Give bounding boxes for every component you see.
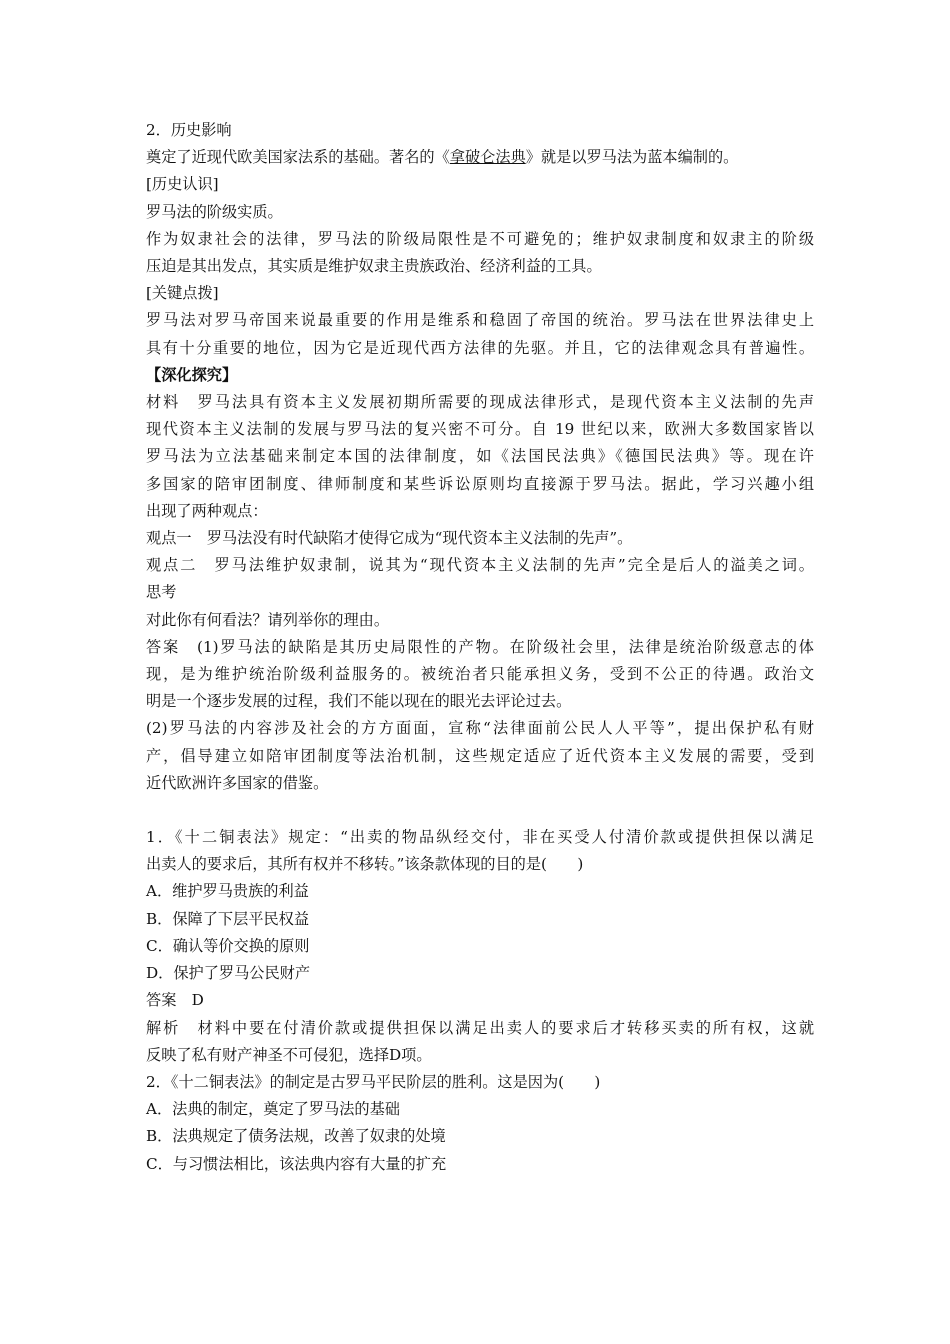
class-nature-title: 罗马法的阶级实质。: [146, 202, 283, 221]
answer-line: (2)罗马法的内容涉及社会的方方面面，宣称“法律面前公民人人平等”，提出保护私有财: [146, 719, 814, 738]
material-line: 材料 罗马法具有资本主义发展初期所需要的现成法律形式，是现代资本主义法制的先声: [146, 393, 814, 412]
answer-line: 产，倡导建立如陪审团制度等法治机制，这些规定适应了近代资本主义发展的需要，受到: [146, 746, 814, 765]
answer-line: 现，是为维护统治阶级利益服务的。被统治者只能承担义务，受到不公正的待遇。政治文: [146, 665, 814, 684]
section-heading-history-influence: 2．历史影响: [146, 121, 232, 139]
question-1-stem: 出卖人的要求后，其所有权并不移转。”该条款体现的目的是( ): [146, 855, 584, 874]
question-2-option-b: B．法典规定了债务法规，改善了奴隶的处境: [146, 1127, 446, 1146]
answer-line: 明是一个逐步发展的过程，我们不能以现在的眼光去评论过去。: [146, 692, 572, 711]
napoleonic-code-link[interactable]: 拿破仑法典: [449, 148, 526, 167]
section-heading-explore: 【深化探究】: [146, 365, 238, 384]
answer-line: 答案 (1)罗马法的缺陷是其历史局限性的产物。在阶级社会里，法律是统治阶级意志的体: [146, 637, 814, 656]
material-line: 多国家的陪审团制度、律师制度和某些诉讼原则均直接源于罗马法。据此，学习兴趣小组: [146, 474, 814, 493]
answer-line: 近代欧洲许多国家的借鉴。: [146, 773, 329, 792]
material-line: 现代资本主义法制的发展与罗马法的复兴密不可分。自 19 世纪以来，欧洲大多数国家皆以: [146, 420, 814, 439]
material-line: 出现了两种观点：: [146, 501, 268, 520]
think-label: 思考: [146, 583, 177, 602]
question-1-option-a: A．维护罗马贵族的利益: [146, 882, 309, 901]
viewpoint-two: 观点二 罗马法维护奴隶制，说其为“现代资本主义法制的先声”完全是后人的溢美之词。: [146, 556, 814, 575]
question-1-stem: 1．《十二铜表法》规定：“出卖的物品纵经交付，非在买受人付清价款或提供担保以满足: [146, 828, 814, 847]
question-2-option-c: C．与习惯法相比，该法典内容有大量的扩充: [146, 1154, 447, 1173]
spacer: [146, 797, 814, 824]
document-page: [146, 117, 814, 1178]
text-line: 罗马法对罗马帝国来说最重要的作用是维系和稳固了帝国的统治。罗马法在世界法律史上: [146, 311, 814, 330]
viewpoint-one: 观点一 罗马法没有时代缺陷才使得它成为“现代资本主义法制的先声”。: [146, 529, 633, 548]
question-1-analysis: 反映了私有财产神圣不可侵犯，选择D项。: [146, 1045, 432, 1064]
question-1-answer: 答案 D: [146, 991, 204, 1010]
text-line: 压迫是其出发点，其实质是维护奴隶主贵族政治、经济利益的工具。: [146, 257, 602, 276]
question-1-option-c: C．确认等价交换的原则: [146, 936, 310, 955]
question-1-analysis: 解析 材料中要在付清价款或提供担保以满足出卖人的要求后才转移买卖的所有权，这就: [146, 1018, 814, 1037]
question-1-option-d: D．保护了罗马公民财产: [146, 964, 311, 983]
text-line: 作为奴隶社会的法律，罗马法的阶级局限性是不可避免的；维护奴隶制度和奴隶主的阶级: [146, 229, 814, 248]
paragraph-legal-basis: 奠定了近现代欧美国家法系的基础。著名的《拿破仑法典》就是以罗马法为蓝本编制的。: [146, 148, 739, 167]
question-2-stem: 2．《十二铜表法》的制定是古罗马平民阶层的胜利。这是因为( ): [146, 1072, 601, 1091]
question-2-option-a: A．法典的制定，奠定了罗马法的基础: [146, 1100, 400, 1119]
material-line: 罗马法为立法基础来制定本国的法律制度，如《法国民法典》《德国民法典》等。现在许: [146, 447, 814, 466]
tag-history-recognition: [历史认识]: [146, 175, 219, 194]
tag-key-points: [关键点拨]: [146, 284, 219, 303]
question-1-option-b: B．保障了下层平民权益: [146, 909, 310, 928]
think-question: 对此你有何看法？请列举你的理由。: [146, 610, 389, 629]
text-line: 具有十分重要的地位，因为它是近现代西方法律的先驱。并且，它的法律观念具有普遍性。: [146, 338, 814, 357]
